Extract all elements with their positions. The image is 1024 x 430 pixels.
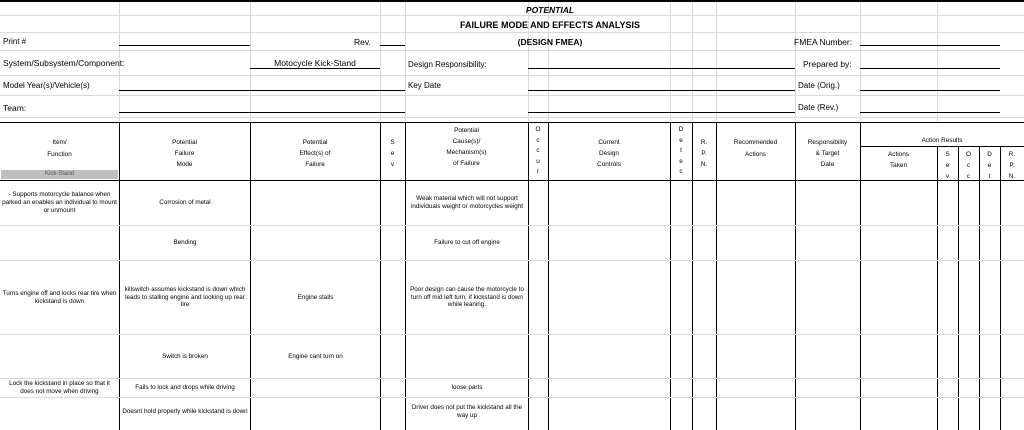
row3-failure-mode: killswitch assumes kickstand is down which leads to stalling engine and looking up rear tire bbox=[124, 285, 246, 309]
title-potential: POTENTIAL bbox=[525, 5, 575, 15]
row1-cause: Weak material which will not support individuals weight or motorcycles weight bbox=[411, 195, 523, 210]
rev-label: Rev. bbox=[354, 37, 371, 47]
row6-effect bbox=[252, 398, 379, 426]
col-header-occurrence: O c c u r bbox=[535, 126, 541, 175]
model-year-field[interactable] bbox=[119, 90, 405, 91]
col-header-effects: Potential Effect(s) of Failure bbox=[299, 139, 331, 168]
key-date-field[interactable] bbox=[528, 90, 795, 91]
row5-function: Lock the kickstand in place so that it does not move when driving bbox=[9, 380, 110, 395]
col-header-item: Item/ Function bbox=[47, 139, 72, 158]
row2-function bbox=[2, 226, 117, 260]
col-header-severity: S e v bbox=[390, 139, 395, 168]
title-fmea: FAILURE MODE AND EFFECTS ANALYSIS bbox=[459, 20, 640, 30]
row4-effect: Engine cant turn on bbox=[288, 352, 343, 360]
row1-failure-mode: Corrosion of metal bbox=[159, 199, 211, 207]
date-rev-field[interactable] bbox=[860, 112, 1000, 113]
system-field bbox=[250, 68, 380, 69]
date-rev-label: Date (Rev.) bbox=[798, 103, 839, 112]
row1-effect bbox=[252, 181, 379, 225]
row3-effect: Engine stalls bbox=[297, 293, 334, 301]
team-field[interactable] bbox=[119, 112, 405, 113]
col-header-failure-mode: Potential Failure Mode bbox=[172, 139, 197, 168]
col-header-controls: Current Design Controls bbox=[597, 139, 621, 168]
team-label: Team: bbox=[3, 103, 27, 113]
rev-field[interactable] bbox=[380, 45, 405, 46]
row3-function: Turns engine off and locks rear tire when kickstand is down bbox=[2, 289, 117, 305]
print-field[interactable] bbox=[119, 45, 250, 46]
date-orig-label: Date (Orig.) bbox=[798, 81, 840, 90]
system-value[interactable]: Motocycle Kick-Stand bbox=[274, 58, 356, 68]
kick-stand-label[interactable]: Kick-Stand bbox=[1, 170, 118, 179]
row4-failure-mode: Switch is broken bbox=[162, 352, 208, 360]
model-year-label: Model Year(s)/Vehicle(s) bbox=[3, 81, 90, 90]
prepared-by-field[interactable] bbox=[860, 68, 1000, 69]
col-header-recommended: Recommended Actions bbox=[733, 139, 778, 158]
row6-cause: Driver does not put the kickstand all the way up bbox=[411, 404, 523, 419]
row1-function: - Supports motorcycle balance when parked an enables an individual to mount or unmount bbox=[2, 191, 117, 214]
key-date-label: Key Date bbox=[408, 81, 441, 90]
design-responsibility-label: Design Responsibility: bbox=[408, 60, 487, 69]
team-field-2[interactable] bbox=[528, 112, 795, 113]
title-design-fmea: (DESIGN FMEA) bbox=[517, 37, 583, 47]
print-label: Print # bbox=[3, 37, 27, 46]
col-header-ar-rpn: R. P. N. bbox=[1008, 151, 1016, 180]
row6-failure-mode: Doesnt hold properly while kickstand is down bbox=[122, 408, 248, 416]
col-header-rpn: R. P. N. bbox=[700, 139, 708, 168]
col-header-causes: Potential Cause(s)/ Mechanism(s) of Failure bbox=[446, 127, 487, 167]
col-header-ar-severity: S e v bbox=[945, 151, 950, 180]
fmea-number-label: FMEA Number: bbox=[794, 37, 853, 47]
row2-cause: Failure to cut off engine bbox=[434, 239, 500, 247]
col-header-actions-taken: Actions Taken bbox=[888, 151, 909, 169]
system-label: System/Subsystem/Component: bbox=[3, 58, 125, 68]
col-header-detection: D e t e c bbox=[678, 126, 684, 175]
col-header-ar-occurrence: O c c bbox=[966, 151, 971, 180]
row5-cause: loose parts bbox=[451, 384, 483, 392]
col-header-ar-detection: D e t bbox=[987, 151, 992, 180]
row5-failure-mode: Fails to lock and drops while driving bbox=[135, 384, 235, 392]
prepared-by-label: Prepared by: bbox=[803, 59, 852, 69]
col-header-action-results: Action Results bbox=[921, 137, 963, 144]
row2-effect bbox=[252, 226, 379, 260]
row5-effect bbox=[252, 379, 379, 397]
top-border bbox=[0, 0, 1024, 2]
fmea-number-field[interactable] bbox=[860, 45, 1000, 46]
date-orig-field[interactable] bbox=[860, 90, 1000, 91]
row4-function bbox=[2, 335, 117, 378]
col-header-responsibility: Responsibility & Target Date bbox=[807, 139, 848, 168]
row6-function bbox=[2, 398, 117, 426]
design-responsibility-field[interactable] bbox=[528, 68, 795, 69]
row4-cause bbox=[407, 335, 527, 378]
row3-cause: Poor design can cause the motorcycle to turn off mid left turn, if kickstand is down while leaning. bbox=[410, 285, 524, 309]
row2-failure-mode: Bending bbox=[173, 239, 197, 247]
